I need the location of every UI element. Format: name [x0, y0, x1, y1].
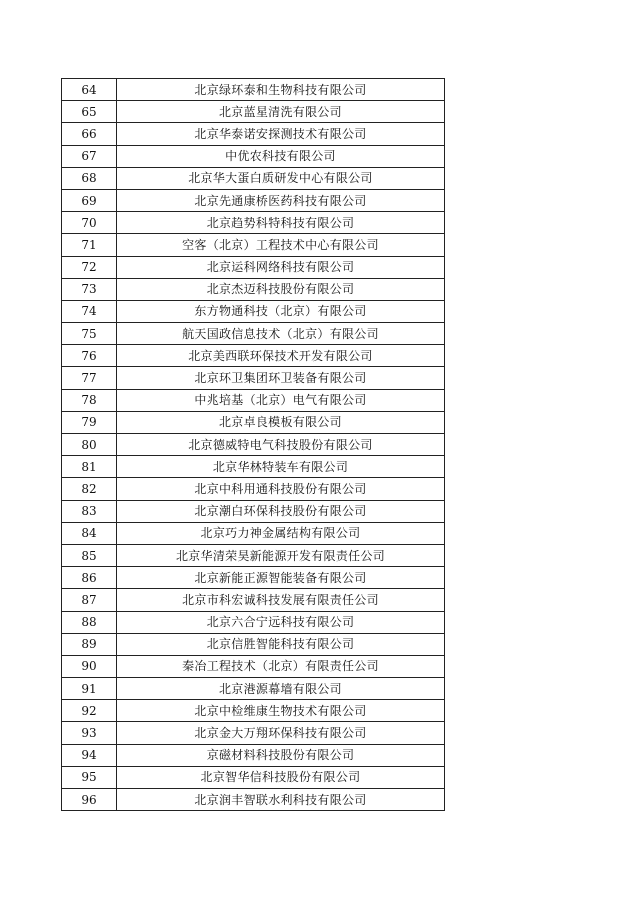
- table-body: [62, 79, 445, 811]
- row-number: 73: [62, 278, 117, 300]
- table-row: [62, 323, 445, 345]
- row-number: 90: [62, 655, 117, 677]
- company-list-table: [61, 78, 445, 811]
- table-row: [62, 411, 445, 433]
- company-name: 北京市科宏诚科技发展有限责任公司: [117, 589, 445, 611]
- row-number: 86: [62, 567, 117, 589]
- company-name: 北京港源幕墙有限公司: [117, 678, 445, 700]
- table-row: [62, 500, 445, 522]
- company-name: 北京智华信科技股份有限公司: [117, 766, 445, 788]
- company-name: 北京美西联环保技术开发有限公司: [117, 345, 445, 367]
- row-number: 70: [62, 212, 117, 234]
- row-number: 71: [62, 234, 117, 256]
- row-number: 69: [62, 189, 117, 211]
- table-row: [62, 722, 445, 744]
- row-number: 72: [62, 256, 117, 278]
- table-row: [62, 744, 445, 766]
- company-name: 航天国政信息技术（北京）有限公司: [117, 323, 445, 345]
- company-name: 京磁材料科技股份有限公司: [117, 744, 445, 766]
- table-row: [62, 123, 445, 145]
- company-name: 北京趋势科特科技有限公司: [117, 212, 445, 234]
- table-row: [62, 79, 445, 101]
- table-row: [62, 434, 445, 456]
- row-number: 75: [62, 323, 117, 345]
- table-row: [62, 789, 445, 811]
- row-number: 78: [62, 389, 117, 411]
- company-name: 中优农科技有限公司: [117, 145, 445, 167]
- table-row: [62, 589, 445, 611]
- company-name: 北京环卫集团环卫装备有限公司: [117, 367, 445, 389]
- row-number: 95: [62, 766, 117, 788]
- company-name: 北京卓良模板有限公司: [117, 411, 445, 433]
- company-name: 北京华林特装车有限公司: [117, 456, 445, 478]
- company-name: 北京金大万翔环保科技有限公司: [117, 722, 445, 744]
- table-row: [62, 456, 445, 478]
- table-row: [62, 389, 445, 411]
- company-name: 北京蓝星清洗有限公司: [117, 101, 445, 123]
- table-row: [62, 278, 445, 300]
- row-number: 85: [62, 544, 117, 566]
- table-row: [62, 478, 445, 500]
- row-number: 76: [62, 345, 117, 367]
- company-name: 北京巧力神金属结构有限公司: [117, 522, 445, 544]
- row-number: 64: [62, 79, 117, 101]
- row-number: 88: [62, 611, 117, 633]
- company-name: 东方物通科技（北京）有限公司: [117, 300, 445, 322]
- table-row: [62, 212, 445, 234]
- company-name: 空客（北京）工程技术中心有限公司: [117, 234, 445, 256]
- table-row: [62, 345, 445, 367]
- table-row: [62, 234, 445, 256]
- company-name: 北京运科网络科技有限公司: [117, 256, 445, 278]
- table-row: [62, 300, 445, 322]
- company-name: 北京润丰智联水利科技有限公司: [117, 789, 445, 811]
- company-name: 北京华泰诺安探测技术有限公司: [117, 123, 445, 145]
- company-name: 北京华大蛋白质研发中心有限公司: [117, 167, 445, 189]
- row-number: 96: [62, 789, 117, 811]
- table-row: [62, 256, 445, 278]
- table-row: [62, 633, 445, 655]
- table-row: [62, 678, 445, 700]
- company-name: 北京六合宁远科技有限公司: [117, 611, 445, 633]
- company-name: 北京新能正源智能装备有限公司: [117, 567, 445, 589]
- company-name: 北京杰迈科技股份有限公司: [117, 278, 445, 300]
- row-number: 92: [62, 700, 117, 722]
- company-name: 北京中科用通科技股份有限公司: [117, 478, 445, 500]
- table-row: [62, 522, 445, 544]
- table-row: [62, 167, 445, 189]
- row-number: 79: [62, 411, 117, 433]
- company-name: 北京中检维康生物技术有限公司: [117, 700, 445, 722]
- table-row: [62, 766, 445, 788]
- table-row: [62, 544, 445, 566]
- row-number: 84: [62, 522, 117, 544]
- company-name: 北京德威特电气科技股份有限公司: [117, 434, 445, 456]
- table-row: [62, 700, 445, 722]
- table-row: [62, 189, 445, 211]
- company-name: 北京绿环泰和生物科技有限公司: [117, 79, 445, 101]
- row-number: 74: [62, 300, 117, 322]
- row-number: 81: [62, 456, 117, 478]
- row-number: 67: [62, 145, 117, 167]
- row-number: 94: [62, 744, 117, 766]
- table-row: [62, 655, 445, 677]
- row-number: 91: [62, 678, 117, 700]
- company-name: 北京华清荣昊新能源开发有限责任公司: [117, 544, 445, 566]
- row-number: 66: [62, 123, 117, 145]
- row-number: 82: [62, 478, 117, 500]
- row-number: 93: [62, 722, 117, 744]
- row-number: 77: [62, 367, 117, 389]
- table-row: [62, 567, 445, 589]
- row-number: 87: [62, 589, 117, 611]
- company-name: 北京信胜智能科技有限公司: [117, 633, 445, 655]
- row-number: 68: [62, 167, 117, 189]
- company-name: 秦冶工程技术（北京）有限责任公司: [117, 655, 445, 677]
- table-row: [62, 145, 445, 167]
- row-number: 89: [62, 633, 117, 655]
- row-number: 65: [62, 101, 117, 123]
- table-row: [62, 101, 445, 123]
- table-row: [62, 367, 445, 389]
- company-name: 中兆培基（北京）电气有限公司: [117, 389, 445, 411]
- company-name: 北京潮白环保科技股份有限公司: [117, 500, 445, 522]
- company-name: 北京先通康桥医药科技有限公司: [117, 189, 445, 211]
- table-row: [62, 611, 445, 633]
- row-number: 83: [62, 500, 117, 522]
- row-number: 80: [62, 434, 117, 456]
